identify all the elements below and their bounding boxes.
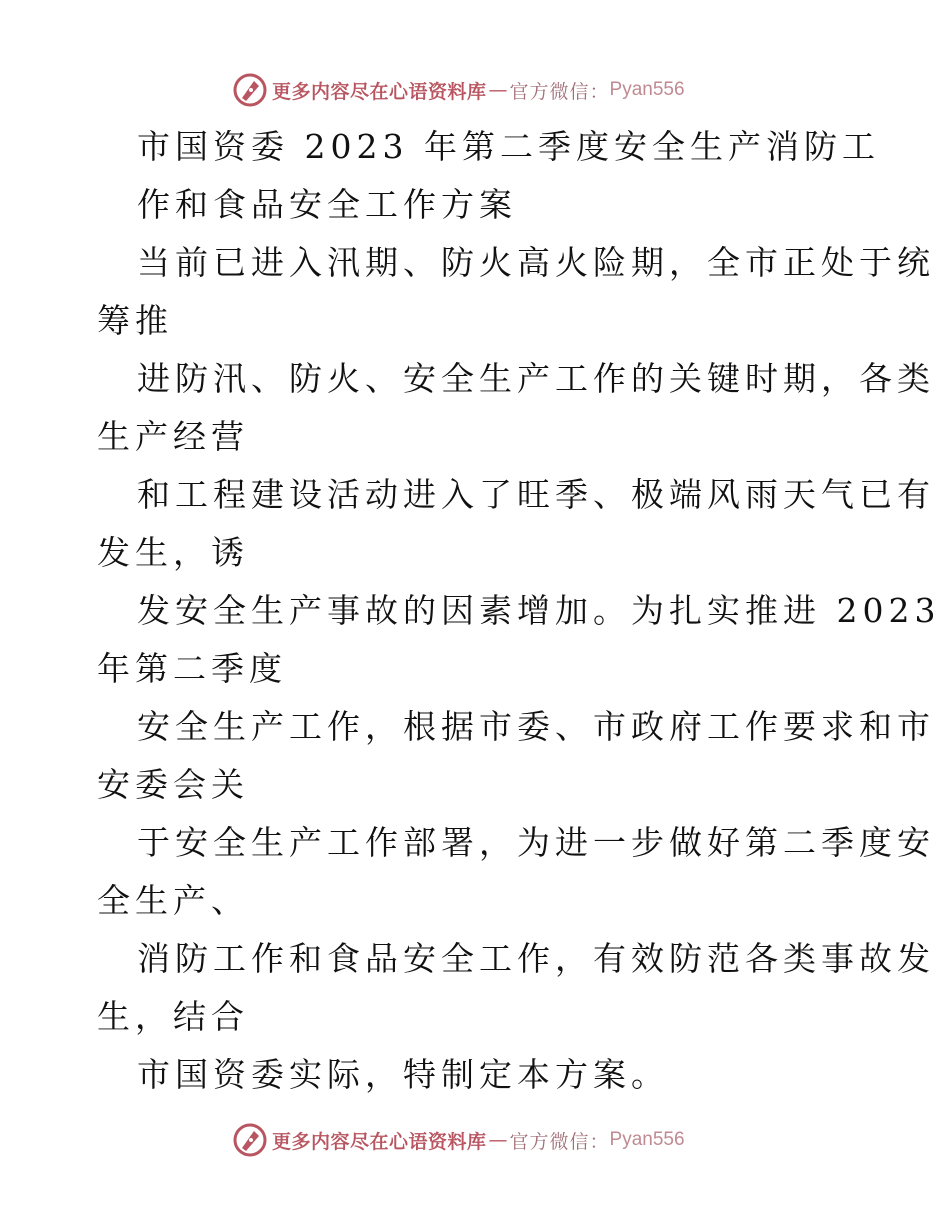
- paragraph-line: 发安全生产事故的因素增加。为扎实推进 2023: [137, 591, 941, 630]
- paragraph-line: 年第二季度: [97, 649, 287, 688]
- banner-brand-text: 更多内容尽在心语资料库: [272, 1130, 487, 1153]
- pen-nib-logo-icon: [232, 72, 268, 108]
- banner-account: Pyan556: [609, 79, 685, 100]
- paragraph-line: 安全生产工作，根据市委、市政府工作要求和市: [137, 707, 935, 746]
- paragraph-line: 消防工作和食品安全工作，有效防范各类事故发: [137, 939, 935, 978]
- paragraph-line: 进防汛、防火、安全生产工作的关键时期，各类: [137, 359, 935, 398]
- pen-nib-logo-icon: [232, 1122, 268, 1158]
- banner-brand-text: 更多内容尽在心语资料库: [272, 80, 487, 103]
- paragraph-line: 全生产、: [97, 881, 249, 920]
- document-body: [97, 118, 941, 1104]
- banner-wechat-label: 官方微信：: [509, 1130, 610, 1153]
- title-line-2: 作和食品安全工作方案: [137, 185, 517, 224]
- paragraph-line: 生，结合: [97, 997, 249, 1036]
- paragraph-line: 和工程建设活动进入了旺季、极端风雨天气已有: [137, 475, 935, 514]
- paragraph-line: 生产经营: [97, 417, 249, 456]
- paragraph-line: 发生，诱: [97, 533, 249, 572]
- footer-banner: [232, 1120, 685, 1160]
- banner-wechat-label: 官方微信：: [509, 80, 610, 103]
- paragraph-line: 当前已进入汛期、防火高火险期，全市正处于统: [137, 243, 935, 282]
- title-line-1: 市国资委 2023 年第二季度安全生产消防工: [137, 127, 880, 166]
- paragraph-line: 筹推: [97, 301, 173, 340]
- banner-separator: —: [488, 1129, 508, 1151]
- header-banner: [232, 70, 685, 110]
- paragraph-line: 安委会关: [97, 765, 249, 804]
- paragraph-line: 市国资委实际，特制定本方案。: [137, 1055, 669, 1094]
- banner-separator: —: [488, 79, 508, 101]
- paragraph-line: 于安全生产工作部署，为进一步做好第二季度安: [137, 823, 935, 862]
- banner-account: Pyan556: [609, 1129, 685, 1150]
